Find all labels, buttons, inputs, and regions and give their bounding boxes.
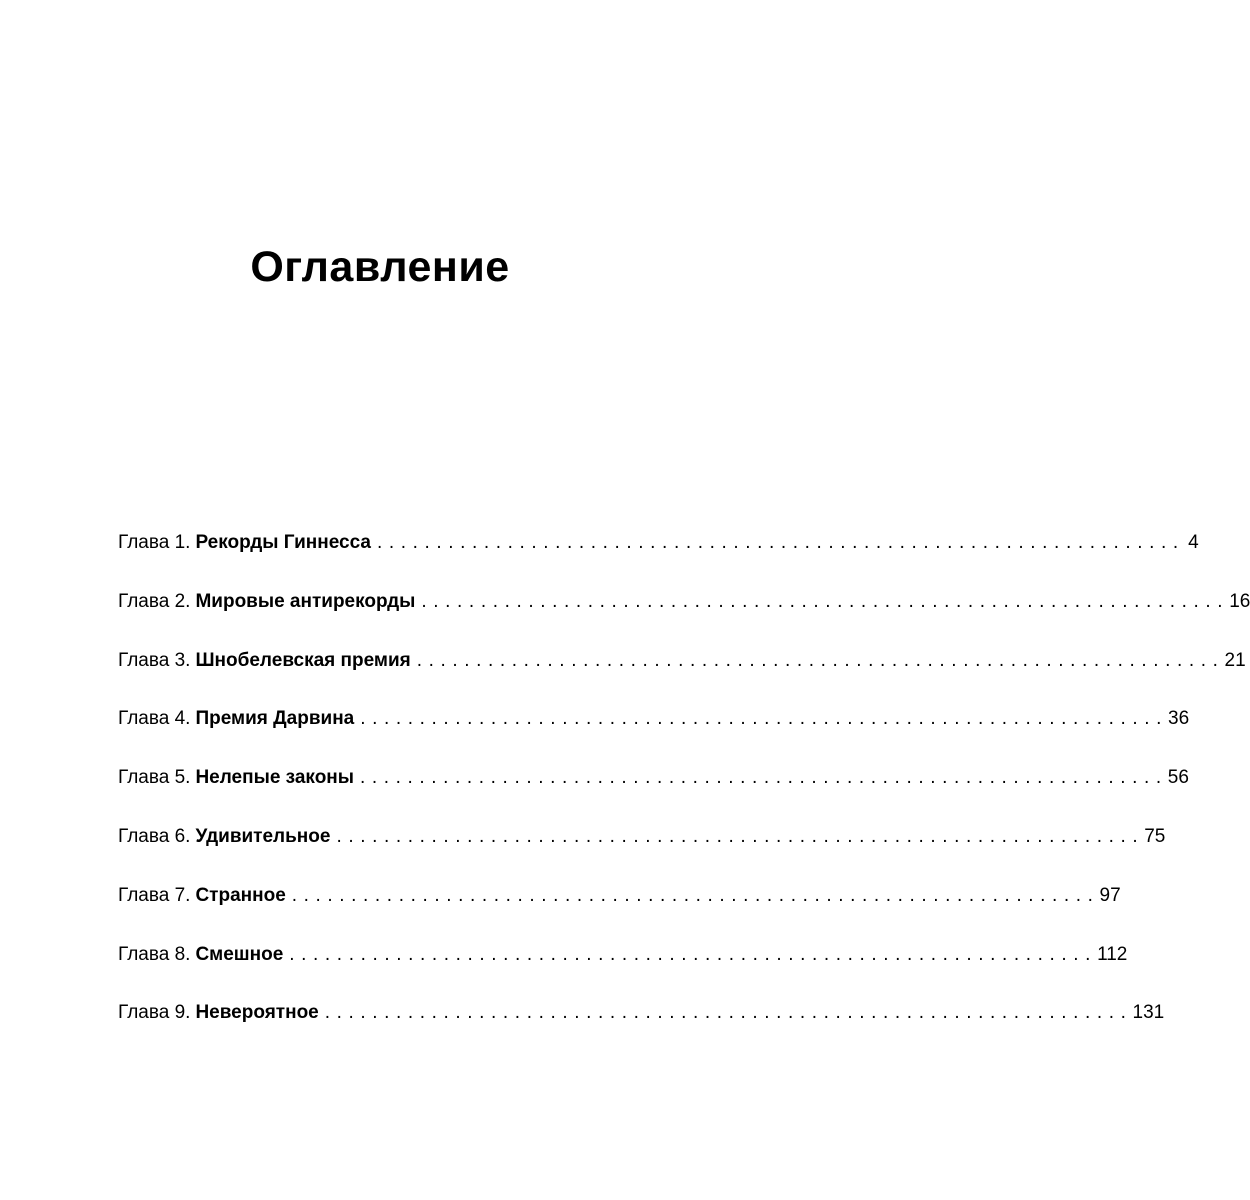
chapter-title: Странное xyxy=(195,884,286,906)
toc-entry[interactable] xyxy=(118,881,1121,940)
page-number: 97 xyxy=(1099,884,1121,906)
chapter-title: Премия Дарвина xyxy=(195,708,355,730)
toc-entry[interactable] xyxy=(118,998,1165,1057)
toc-entry[interactable] xyxy=(118,763,1189,822)
toc-entry[interactable] xyxy=(118,587,1250,646)
dot-leader: .................................................................... xyxy=(291,884,1100,906)
page-number: 21 xyxy=(1224,649,1246,671)
chapter-number: Глава 3. xyxy=(118,649,191,671)
chapter-title: Мировые антирекорды xyxy=(195,590,416,612)
chapter-number: Глава 6. xyxy=(118,825,191,847)
chapter-title: Невероятное xyxy=(195,1002,319,1024)
chapter-number: Глава 9. xyxy=(118,1002,191,1024)
dot-leader: .................................................................... xyxy=(360,767,1168,789)
page-number: 131 xyxy=(1132,1002,1165,1024)
page-title: Оглавление xyxy=(250,243,510,291)
page-number: 56 xyxy=(1167,767,1189,789)
dot-leader: .................................................................... xyxy=(421,590,1230,612)
chapter-title: Удивительное xyxy=(195,825,331,847)
toc-entry[interactable] xyxy=(118,704,1190,763)
chapter-number: Глава 4. xyxy=(118,708,191,730)
table-of-contents xyxy=(118,528,1250,1057)
page-number: 16 xyxy=(1229,590,1250,612)
toc-entry[interactable] xyxy=(118,822,1166,881)
dot-leader: .................................................................... xyxy=(324,1002,1133,1024)
toc-entry[interactable] xyxy=(118,528,1199,587)
dot-leader: .................................................................... xyxy=(376,532,1185,553)
chapter-number: Глава 8. xyxy=(118,943,191,965)
chapter-title: Рекорды Гиннесса xyxy=(195,532,371,553)
chapter-number: Глава 1. xyxy=(118,532,191,553)
chapter-number: Глава 5. xyxy=(118,767,191,789)
dot-leader: .................................................................... xyxy=(360,708,1169,730)
chapter-title: Смешное xyxy=(195,943,284,965)
dot-leader: .................................................................... xyxy=(416,649,1225,671)
page-number: 4 xyxy=(1188,532,1199,553)
dot-leader: .................................................................... xyxy=(336,825,1145,847)
dot-leader: .................................................................... xyxy=(289,943,1098,965)
toc-entry[interactable] xyxy=(118,940,1128,999)
chapter-number: Глава 7. xyxy=(118,884,191,906)
toc-entry[interactable] xyxy=(118,646,1246,705)
page-number: 112 xyxy=(1097,943,1128,965)
chapter-title: Шнобелевская премия xyxy=(195,649,411,671)
page-number: 36 xyxy=(1168,708,1190,730)
chapter-number: Глава 2. xyxy=(118,590,191,612)
page-number: 75 xyxy=(1144,825,1166,847)
chapter-title: Нелепые законы xyxy=(195,767,355,789)
